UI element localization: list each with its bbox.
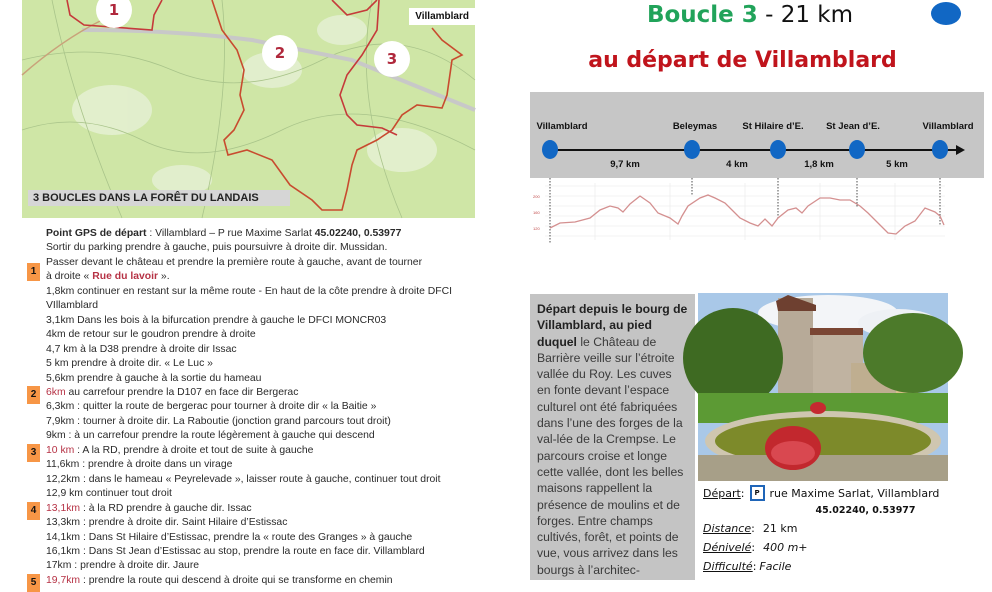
direction-step: 2 6km au carrefour prendre la D107 en face dir Bergerac (25, 386, 495, 400)
direction-step: Sortir du parking prendre à gauche, puis poursuivre à droite dir. Mussidan. (46, 242, 388, 254)
stop-node (684, 140, 700, 159)
stop-label: St Hilaire d’E. (742, 121, 804, 132)
route-line (550, 149, 958, 151)
village-photo (698, 293, 948, 481)
loop-marker-3: 3 (374, 41, 410, 77)
stop-node (542, 140, 558, 159)
gps-coords: 45.02240, 0.53977 (314, 228, 402, 239)
direction-step: 3,1km Dans les bois à la bifurcation prendre à gauche le DFCI MONCR03 (46, 314, 387, 326)
direction-step: 12,9 km continuer tout droit (46, 488, 172, 500)
direction-step: 5 km prendre à droite dir. « Le Luc » (46, 358, 213, 370)
description-lead: Départ depuis le bourg de Villamblard, au pied duquel (537, 302, 688, 349)
waypoint-km: 6km (46, 386, 66, 398)
direction-step: 13,3km : prendre à droite dir. Saint Hilaire d’Estissac (46, 517, 288, 529)
trail-info (703, 485, 988, 573)
direction-step: 4,7 km à la D38 prendre à droite dir Issac (46, 343, 237, 355)
direction-step: 5,6km prendre à gauche à la sortie du hameau (46, 372, 262, 384)
description-body: le Château de Barrière veille sur l’étroite vallée du Roy. Les cuves en fonte devant l’espace culturel ont été fabriquées dans l’une des forges de la val-lée de la Crempse. Le parcours croise et longe cette vallée, dont les belles maisons rappellent la présence de moulins et de forges. Entre champs cultivés, forêt, et points de vue, vous arrivez dans les bourgs à l’architec- (537, 334, 684, 577)
start-point: Départ : P rue Maxime Sarlat, Villamblard (703, 486, 940, 500)
stop-label: St Jean d’E. (826, 121, 880, 132)
direction-step: 3 10 km : A la RD, prendre à droite et tout de suite à gauche (25, 444, 495, 458)
segment-distance: 5 km (886, 159, 908, 170)
elevation-row: Dénivelé: 400 m+ (703, 541, 808, 554)
stop-node (770, 140, 786, 159)
direction-step: VIllamblard (46, 300, 98, 312)
svg-text:120: 120 (533, 226, 540, 231)
direction-step: 16,1km : Dans St Jean d’Estissac au stop, prendre la route en face dir. Villamblard (46, 545, 425, 557)
loop-marker-2: 2 (262, 35, 298, 71)
direction-step: 6,3km : quitter la route de bergerac pour tourner à droite dir « la Baitie » (46, 401, 377, 413)
start-address: rue Maxime Sarlat, Villamblard (769, 486, 940, 500)
gps-label: Point GPS de départ (46, 228, 147, 239)
direction-step: 5 19,7km : prendre la route qui descend à droite qui se transforme en chemin (25, 574, 495, 588)
arrow-right-icon (956, 145, 965, 155)
direction-step: 4 13,1km : à la RD prendre à gauche dir. Issac (25, 502, 495, 516)
gps-start-line (25, 227, 495, 241)
waypoint-badge: 3 (27, 444, 40, 462)
stop-label: Villamblard (536, 121, 588, 132)
map-terrain (22, 0, 475, 218)
route-diagram (530, 92, 984, 178)
elevation-value: 400 m+ (763, 541, 808, 554)
elevation-profile (530, 178, 955, 243)
segment-distance: 9,7 km (610, 159, 640, 170)
stop-node (932, 140, 948, 159)
gps-text: : Villamblard – P rue Maxime Sarlat (146, 228, 315, 239)
direction-step: Passer devant le château et prendre la première route à gauche, avant de tourner (46, 256, 423, 268)
description-box (530, 294, 695, 580)
direction-step: 17km : prendre à droite dir. Jaure (46, 560, 200, 572)
elevation-label: Dénivelé (703, 541, 752, 554)
church-pond-image (698, 293, 948, 481)
difficulty-value: Facile (759, 560, 792, 573)
difficulty-row: Difficulté: Facile (703, 560, 792, 573)
parking-icon: P (750, 485, 765, 501)
page-subtitle: au départ de Villamblard (588, 48, 897, 73)
svg-text:160: 160 (533, 210, 540, 215)
direction-step: 4km de retour sur le goudron prendre à droite (46, 329, 256, 341)
segment-distance: 1,8 km (804, 159, 834, 170)
svg-text:200: 200 (533, 194, 540, 199)
distance-label: Distance (703, 522, 752, 535)
direction-step: 9km : à un carrefour prendre la route légèrement à gauche qui descend (46, 430, 375, 442)
title-loop: Boucle 3 (646, 2, 758, 28)
waypoint-badge: 5 (27, 574, 40, 592)
waypoint-km: 10 km (46, 444, 75, 456)
trail-map (22, 0, 475, 218)
loop-color-marker (931, 2, 961, 25)
waypoint-badge: 4 (27, 502, 40, 520)
waypoint-km: 19,7km (46, 574, 81, 586)
start-label: Départ (703, 486, 741, 500)
direction-step: 12,2km : dans le hameau « Peyrelevade », laisser route à gauche, continuer tout droit (46, 473, 441, 485)
map-town-label: Villamblard (409, 8, 475, 25)
direction-step: 11,6km : prendre à droite dans un virage (46, 459, 233, 471)
directions-list (25, 227, 495, 588)
waypoint-km: 13,1km (46, 502, 81, 514)
stop-label: Villamblard (922, 121, 974, 132)
direction-step: 7,9km : tourner à droite dir. La Raboutie (jonction grand parcours tout droit) (46, 415, 391, 427)
page-title (530, 2, 970, 28)
waypoint-badge: 2 (27, 386, 40, 404)
difficulty-label: Difficulté (703, 560, 753, 573)
stop-label: Beleymas (672, 121, 718, 132)
direction-step: 1,8km continuer en restant sur la même route - En haut de la côte prendre à droite DFCI (46, 285, 453, 297)
street-name: Rue du lavoir (92, 271, 159, 283)
start-coords: 45.02240, 0.53977 (815, 505, 916, 516)
distance-row: Distance: 21 km (703, 522, 798, 535)
title-distance: - 21 km (757, 2, 854, 28)
stop-node (849, 140, 865, 159)
segment-distance: 4 km (726, 159, 748, 170)
distance-value: 21 km (762, 522, 798, 535)
waypoint-badge: 1 (27, 263, 40, 281)
direction-step: 1 à droite « Rue du lavoir ». (25, 270, 495, 284)
direction-step: 14,1km : Dans St Hilaire d’Estissac, prendre la « route des Granges » à gauche (46, 531, 413, 543)
map-caption: 3 BOUCLES DANS LA FORÊT DU LANDAIS (28, 190, 290, 206)
loop-marker-1: 1 (96, 0, 132, 28)
